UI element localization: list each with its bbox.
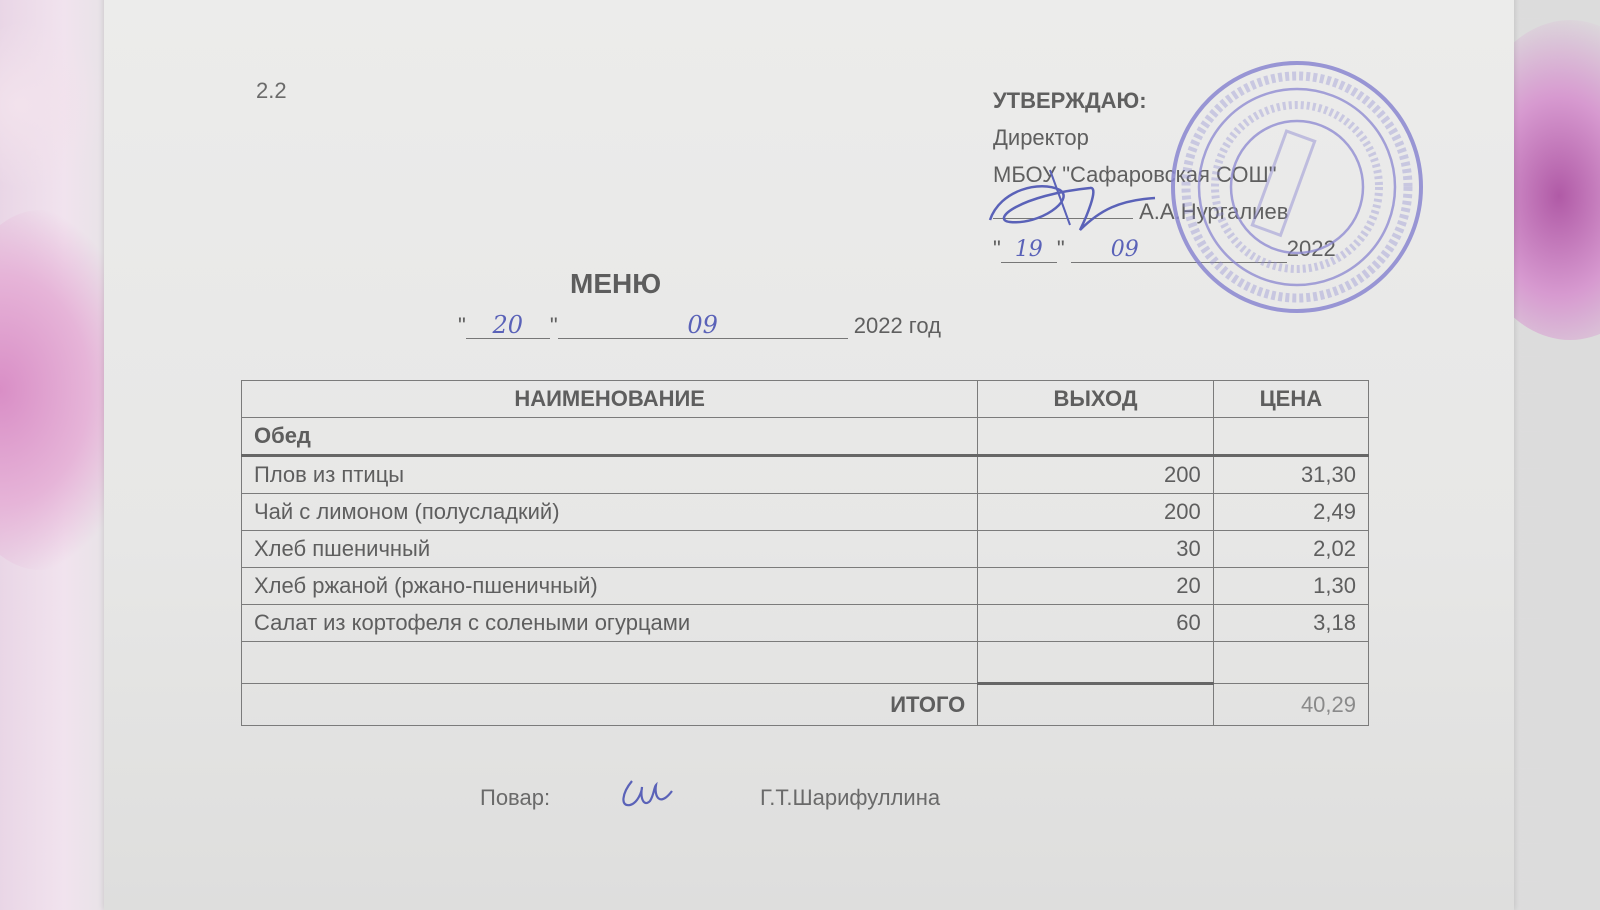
dish-name: Хлеб ржаной (ржано-пшеничный): [242, 568, 978, 605]
dish-price: 2,02: [1213, 531, 1368, 568]
approval-year: 2022: [1286, 236, 1336, 261]
page-number: 2.2: [256, 78, 287, 103]
dish-name: Хлеб пшеничный: [242, 531, 978, 568]
header-name: НАИМЕНОВАНИЕ: [242, 381, 978, 418]
total-label: ИТОГО: [242, 684, 978, 726]
dish-output: 60: [978, 605, 1213, 642]
quote-mark: ": [993, 236, 1001, 261]
table-row: [242, 531, 1369, 568]
group-label: Обед: [242, 418, 978, 456]
flower-background: [0, 20, 110, 190]
empty-cell: [1213, 418, 1368, 456]
director-name: А.А.Нургалиев: [1139, 199, 1289, 224]
dish-output: 200: [978, 494, 1213, 531]
menu-day: 20: [466, 312, 550, 339]
menu-month: 09: [558, 312, 848, 339]
dish-name: Салат из кортофеля с солеными огурцами: [242, 605, 978, 642]
dish-output: 200: [978, 456, 1213, 494]
table-header-row: [242, 381, 1369, 418]
empty-cell: [978, 684, 1213, 726]
empty-cell: [1213, 642, 1368, 684]
dish-name: Плов из птицы: [242, 456, 978, 494]
dish-price: 3,18: [1213, 605, 1368, 642]
quote-mark: ": [549, 313, 558, 338]
empty-cell: [978, 418, 1213, 456]
quote-mark: ": [458, 313, 466, 338]
empty-cell: [978, 642, 1213, 684]
total-row: [242, 684, 1369, 726]
table-row: [242, 605, 1369, 642]
menu-year: 2022 год: [853, 313, 941, 338]
dish-price: 2,49: [1213, 494, 1368, 531]
menu-title: МЕНЮ: [570, 268, 662, 299]
menu-table: [241, 380, 1369, 726]
header-output: ВЫХОД: [978, 381, 1213, 418]
cook-block: [480, 785, 941, 811]
cook-name: Г.Т.Шарифуллина: [760, 785, 941, 810]
table-row: [242, 456, 1369, 494]
quote-mark: ": [1056, 236, 1065, 261]
menu-date: [458, 312, 941, 339]
school-stamp-icon: [1168, 58, 1426, 316]
empty-row: [242, 642, 1369, 684]
total-value: 40,29: [1213, 684, 1368, 726]
dish-price: 1,30: [1213, 568, 1368, 605]
cook-label: Повар:: [480, 785, 551, 810]
header-price: ЦЕНА: [1213, 381, 1368, 418]
dish-output: 30: [978, 531, 1213, 568]
approval-month: 09: [1071, 238, 1287, 263]
table-row: [242, 494, 1369, 531]
approval-day: 19: [1001, 238, 1057, 263]
dish-price: 31,30: [1213, 456, 1368, 494]
empty-cell: [242, 642, 978, 684]
approval-position: Директор: [993, 125, 1089, 150]
dish-name: Чай с лимоном (полусладкий): [242, 494, 978, 531]
approval-header: УТВЕРЖДАЮ:: [993, 88, 1147, 113]
director-signature-icon: [980, 150, 1160, 240]
dish-output: 20: [978, 568, 1213, 605]
approval-organization: МБОУ "Сафаровская СОШ": [993, 162, 1277, 187]
table-row: [242, 568, 1369, 605]
cook-signature-icon: [618, 773, 678, 813]
group-row: [242, 418, 1369, 456]
